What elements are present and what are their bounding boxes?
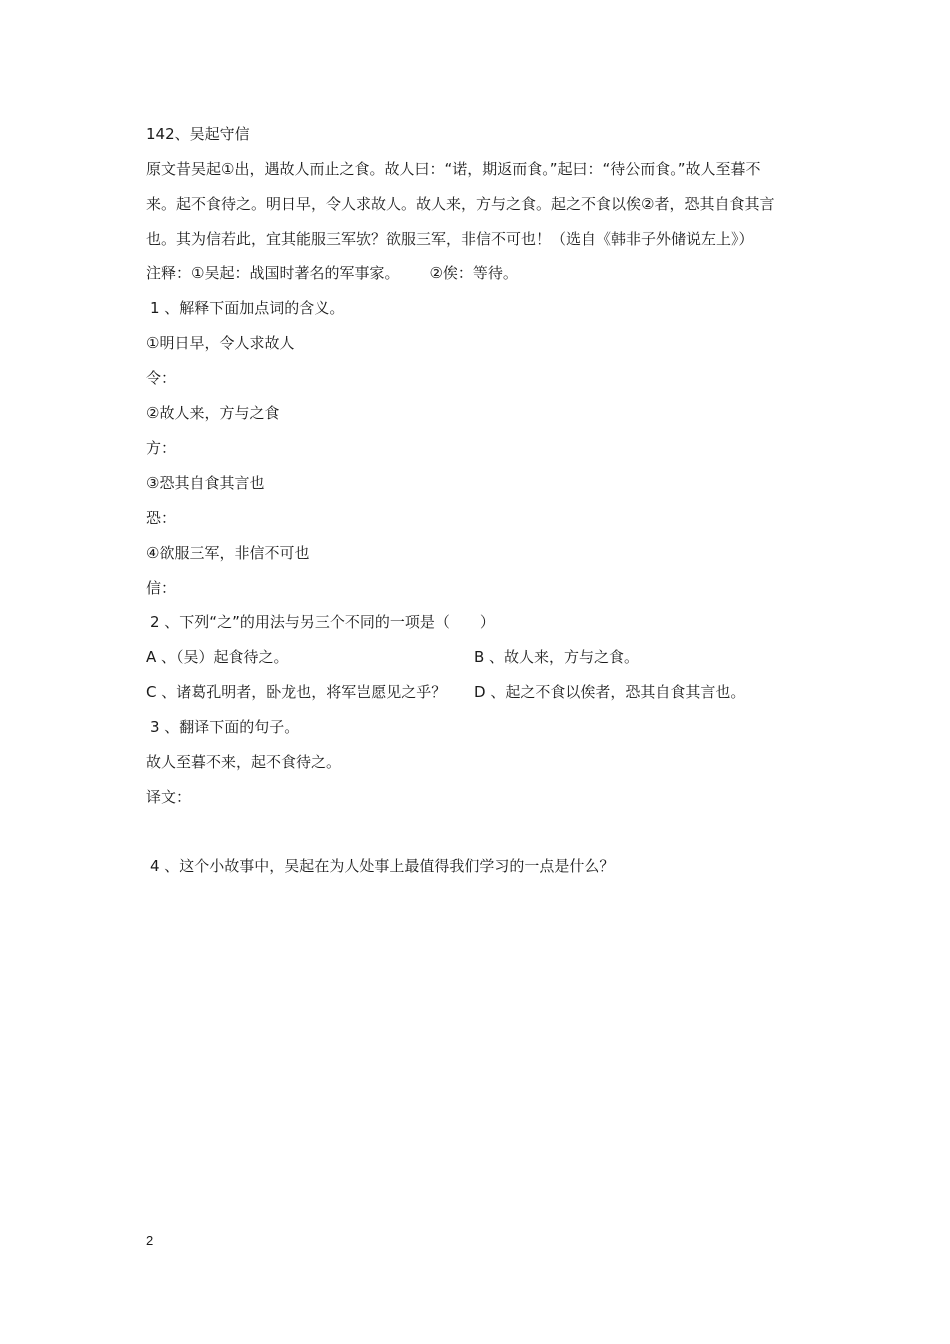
note-2: ②俟：等待。 [429, 264, 518, 282]
question-3-prompt: 3 、翻译下面的句子。 [150, 718, 300, 736]
question-2-prompt: 2 、下列“之”的用法与另三个不同的一项是（ ） [150, 613, 495, 631]
notes-line [146, 263, 518, 283]
page-number: 2 [146, 1233, 154, 1248]
q1-answer-4: 信： [146, 579, 177, 597]
question-4-prompt: 4 、这个小故事中，吴起在为人处事上最值得我们学习的一点是什么？ [150, 857, 615, 875]
q1-answer-2: 方： [146, 439, 177, 457]
article-title: 142、吴起守信 [146, 125, 250, 143]
original-text-line-2: 来。起不食待之。明日早，令人求故人。故人来，方与之食。起之不食以俟②者，恐其自食其言 [146, 195, 775, 213]
question-1-prompt: 1 、解释下面加点词的含义。 [150, 299, 345, 317]
original-text-line-3: 也。其为信若此，宜其能服三军欤？欲服三军，非信不可也！（选自《韩非子外储说左上》） [146, 230, 754, 248]
q1-answer-1: 令： [146, 369, 177, 387]
q1-answer-3: 恐： [146, 509, 177, 527]
note-1: ①吴起：战国时著名的军事家。 [191, 264, 400, 282]
q2-option-b: B 、故人来，方与之食。 [474, 648, 640, 666]
q1-sentence-3: ③恐其自食其言也 [146, 474, 265, 492]
notes-label: 注释： [146, 264, 192, 282]
q2-option-c: C 、诸葛孔明者，卧龙也，将军岂愿见之乎？ [146, 683, 447, 701]
q2-option-d: D 、起之不食以俟者，恐其自食其言也。 [474, 683, 746, 701]
original-text-line-1: 原文昔吴起①出，遇故人而止之食。故人曰：“诺，期返而食。”起曰：“待公而食。”故人至暮不 [146, 160, 761, 178]
q1-sentence-4: ④欲服三军，非信不可也 [146, 544, 310, 562]
q1-sentence-1: ①明日早，令人求故人 [146, 334, 295, 352]
q1-sentence-2: ②故人来，方与之食 [146, 404, 280, 422]
q3-answer-label: 译文： [146, 788, 192, 806]
q2-option-a: A 、（吴）起食待之。 [146, 648, 289, 666]
q3-sentence: 故人至暮不来，起不食待之。 [146, 753, 342, 771]
